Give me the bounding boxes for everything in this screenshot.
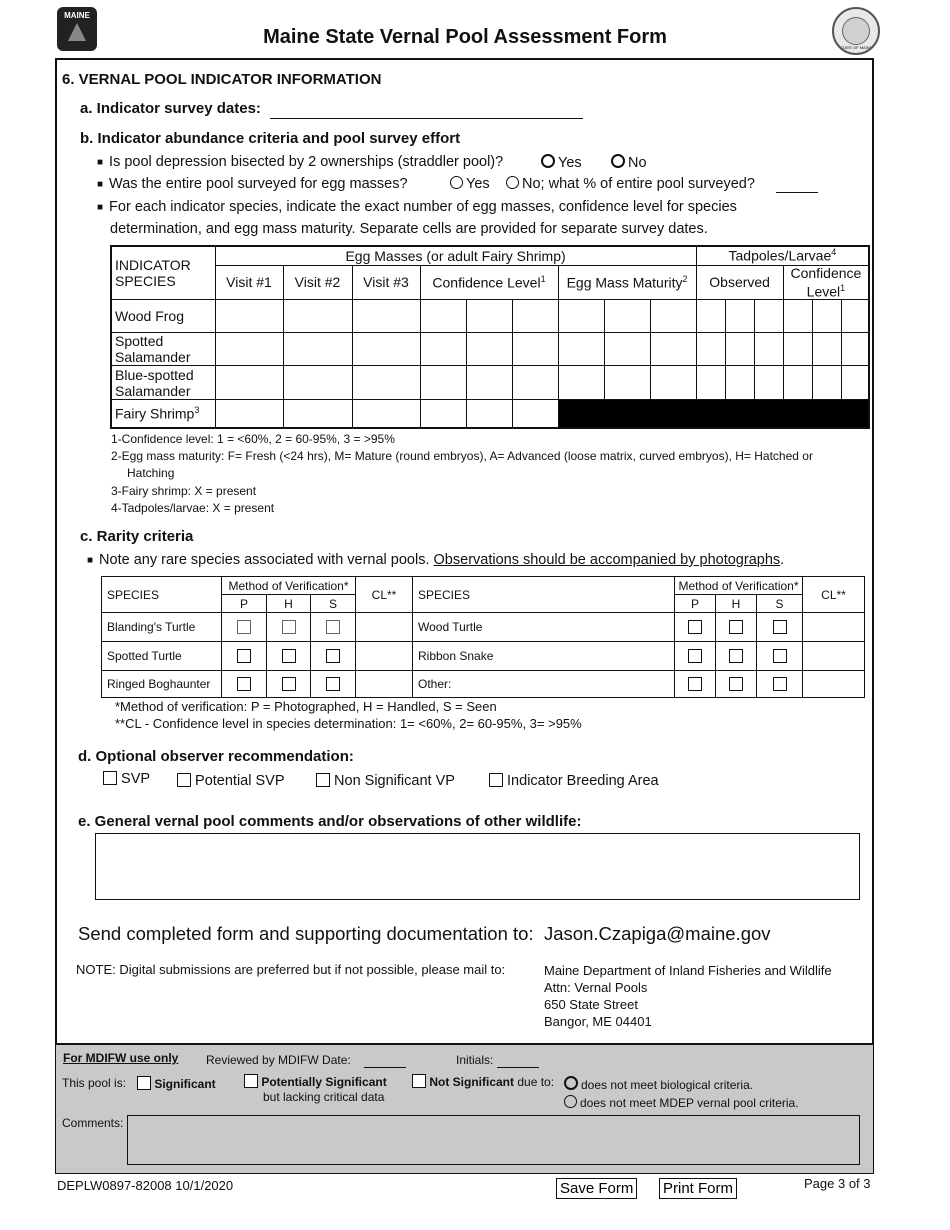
mdifw-comments-label: Comments: [62, 1116, 124, 1130]
tadpole-confidence-text: Confidence Level [790, 264, 862, 300]
cell[interactable] [604, 366, 650, 400]
option-potential-svp-label: Potential SVP [195, 773, 285, 789]
cell[interactable] [725, 366, 754, 400]
table-row [111, 366, 869, 400]
section-6-heading: 6. VERNAL POOL INDICATOR INFORMATION [62, 71, 382, 88]
table-row [102, 613, 865, 642]
tadpoles-header [696, 246, 869, 265]
cell[interactable] [841, 333, 869, 366]
species-blandings-turtle: Blanding's Turtle [102, 613, 222, 642]
cell[interactable] [215, 300, 283, 333]
cell[interactable] [696, 333, 725, 366]
page-number: Page 3 of 3 [804, 1176, 871, 1191]
checkbox[interactable] [688, 649, 702, 663]
checkbox[interactable] [773, 677, 787, 691]
rarity-heading: c. Rarity criteria [80, 528, 194, 545]
reason-biological-option[interactable] [564, 1076, 753, 1092]
cell[interactable] [512, 333, 558, 366]
cell[interactable] [283, 400, 352, 428]
cell[interactable] [841, 300, 869, 333]
species-ribbon-snake: Ribbon Snake [413, 642, 675, 671]
checkbox-cell [222, 613, 267, 642]
cell[interactable] [558, 366, 604, 400]
table-row [111, 300, 869, 333]
cell[interactable] [283, 300, 352, 333]
due-to-label: due to: [514, 1075, 555, 1089]
cell[interactable] [352, 366, 420, 400]
send-email: Jason.Czapiga@maine.gov [544, 923, 771, 944]
dep-seal-text: STATE OF MAINE [839, 45, 873, 50]
checkbox[interactable] [326, 620, 340, 634]
checkbox[interactable] [729, 620, 743, 634]
cell[interactable] [352, 333, 420, 366]
species-fairy-shrimp [111, 400, 215, 428]
not-significant-option[interactable] [412, 1074, 554, 1089]
radio-icon[interactable] [541, 154, 555, 168]
cell[interactable] [725, 333, 754, 366]
egg-mass-maturity-header [558, 265, 696, 300]
potentially-significant-label: Potentially Significant [261, 1075, 387, 1089]
rarity-table [101, 576, 865, 698]
checkbox[interactable] [282, 677, 296, 691]
indicator-species-table [110, 245, 870, 429]
cell[interactable] [215, 366, 283, 400]
cell[interactable] [466, 333, 512, 366]
straddler-question [97, 154, 503, 170]
cell[interactable] [812, 366, 841, 400]
checkbox-cell [757, 613, 803, 642]
straddler-no-option[interactable] [611, 154, 647, 171]
cell[interactable] [783, 333, 812, 366]
cell[interactable] [650, 300, 696, 333]
reason-mdep-option[interactable] [564, 1095, 799, 1110]
observed-header: Observed [696, 265, 783, 300]
indicator-instructions-line2: determination, and egg mass maturity. Separate cells are provided for separate survey dates. [110, 221, 708, 237]
checkbox-cell [675, 613, 716, 642]
checkbox[interactable] [237, 677, 251, 691]
option-indicator-breeding-area-label: Indicator Breeding Area [507, 773, 659, 789]
checkbox-cell [267, 671, 311, 698]
tadpole-confidence-header [783, 265, 869, 300]
cell[interactable] [420, 366, 466, 400]
egg-mass-maturity-text: Egg Mass Maturity [566, 274, 683, 291]
significant-label: Significant [154, 1077, 216, 1091]
indicator-species-header: INDICATOR SPECIES [111, 246, 215, 300]
cell[interactable] [558, 300, 604, 333]
not-significant-label: Not Significant [429, 1075, 515, 1089]
footnote-2-continued: Hatching [127, 466, 175, 480]
checkbox-cell [675, 642, 716, 671]
rarity-note-end: . [780, 552, 785, 568]
species-wood-frog: Wood Frog [111, 300, 215, 333]
table-row [102, 642, 865, 671]
table-row [111, 333, 869, 366]
checkbox-cell [311, 642, 356, 671]
cell[interactable] [604, 300, 650, 333]
radio-icon[interactable] [506, 176, 519, 189]
radio-icon[interactable] [564, 1076, 578, 1090]
entire-pool-yes-option[interactable] [450, 176, 490, 192]
checkbox[interactable] [316, 773, 330, 787]
mail-note: NOTE: Digital submissions are preferred but if not possible, please mail to: [76, 962, 506, 977]
visit-1-header: Visit #1 [215, 265, 283, 300]
mdifw-heading: For MDIFW use only [63, 1051, 179, 1065]
pool-is-label: This pool is: [62, 1076, 127, 1090]
species-spotted-salamander: Spotted Salamander [111, 333, 215, 366]
potentially-significant-option[interactable] [244, 1074, 387, 1089]
cell[interactable] [512, 300, 558, 333]
egg-masses-header: Egg Masses (or adult Fairy Shrimp) [215, 246, 696, 265]
cl-cell[interactable] [803, 642, 865, 671]
footnote-4: 4-Tadpoles/larvae: X = present [111, 501, 275, 515]
confidence-level-header [420, 265, 558, 300]
cell[interactable] [812, 300, 841, 333]
checkbox[interactable] [326, 677, 340, 691]
visit-2-header: Visit #2 [283, 265, 352, 300]
checkbox-cell [716, 613, 757, 642]
method-header-right: Method of Verification* [675, 577, 803, 595]
checkbox-cell [716, 642, 757, 671]
cell[interactable] [783, 366, 812, 400]
species-wood-turtle: Wood Turtle [413, 613, 675, 642]
cell[interactable] [352, 400, 420, 428]
radio-icon[interactable] [564, 1095, 577, 1108]
checkbox[interactable] [237, 620, 251, 634]
maturity-footnote-mark: 2 [682, 274, 688, 284]
indicator-instructions-line1: For each indicator species, indicate the exact number of egg masses, confidence level for species [109, 199, 737, 215]
cell[interactable] [754, 333, 783, 366]
cell[interactable] [215, 400, 283, 428]
confidence-footnote-mark: 1 [540, 274, 546, 284]
cell[interactable] [696, 366, 725, 400]
checkbox[interactable] [773, 649, 787, 663]
method-header-left: Method of Verification* [222, 577, 356, 595]
cl-footnote: **CL - Confidence level in species determination: 1= <60%, 2= 60-95%, 3= >95% [115, 716, 582, 731]
initials-label: Initials: [456, 1053, 494, 1067]
fairy-shrimp-text: Fairy Shrimp [115, 405, 195, 422]
checkbox[interactable] [729, 649, 743, 663]
s-header-right: S [757, 595, 803, 613]
cell[interactable] [352, 300, 420, 333]
method-footnote: *Method of verification: P = Photographed, H = Handled, S = Seen [115, 699, 497, 714]
save-form-button[interactable]: Save Form [556, 1178, 637, 1199]
entire-pool-question [97, 176, 408, 192]
cell[interactable] [696, 300, 725, 333]
checkbox[interactable] [282, 620, 296, 634]
cell[interactable] [754, 366, 783, 400]
checkbox[interactable] [103, 771, 117, 785]
tadpoles-header-text: Tadpoles/Larvae [728, 248, 832, 265]
footnote-1: 1-Confidence level: 1 = <60%, 2 = 60-95%, 3 = >95% [111, 432, 395, 446]
checkbox[interactable] [282, 649, 296, 663]
radio-icon[interactable] [450, 176, 463, 189]
checkbox-cell [222, 642, 267, 671]
confidence-level-text: Confidence Level [432, 274, 541, 291]
address-line: 650 State Street [544, 997, 638, 1012]
address-line: Maine Department of Inland Fisheries and Wildlife [544, 963, 832, 978]
species-header-left: SPECIES [102, 577, 222, 613]
initials-input[interactable] [497, 1055, 539, 1068]
option-non-significant-vp[interactable] [316, 773, 455, 789]
comments-heading: e. General vernal pool comments and/or observations of other wildlife: [78, 813, 582, 830]
p-header-left: P [222, 595, 267, 613]
cl-cell[interactable] [356, 642, 413, 671]
tadpoles-footnote-mark: 4 [831, 247, 837, 258]
checkbox[interactable] [688, 677, 702, 691]
fairy-footnote-mark: 3 [194, 405, 200, 416]
cell[interactable] [512, 400, 558, 428]
straddler-question-text: Is pool depression bisected by 2 ownerships (straddler pool)? [109, 154, 504, 170]
cell[interactable] [604, 333, 650, 366]
s-header-left: S [311, 595, 356, 613]
mailing-address [544, 962, 832, 1030]
h-header-left: H [267, 595, 311, 613]
checkbox-cell [716, 671, 757, 698]
cell[interactable] [466, 400, 512, 428]
cell[interactable] [754, 300, 783, 333]
recommendation-heading: d. Optional observer recommendation: [78, 748, 354, 765]
checkbox[interactable] [688, 620, 702, 634]
dep-seal-logo [832, 7, 880, 55]
straddler-yes-option[interactable] [541, 154, 582, 171]
species-spotted-turtle: Spotted Turtle [102, 642, 222, 671]
checkbox-cell [267, 613, 311, 642]
cell[interactable] [420, 300, 466, 333]
checkbox-cell [267, 642, 311, 671]
cell[interactable] [783, 300, 812, 333]
reviewed-label: Reviewed by MDIFW Date: [206, 1053, 351, 1067]
footnote-2: 2-Egg mass maturity: F= Fresh (<24 hrs), M= Mature (round embryos), A= Advanced (loose matrix, curved embryos), H= Hatched or [111, 449, 813, 463]
address-line: Attn: Vernal Pools [544, 980, 648, 995]
rarity-note-text: Note any rare species associated with vernal pools. [99, 552, 434, 568]
species-ringed-boghaunter: Ringed Boghaunter [102, 671, 222, 698]
checkbox[interactable] [137, 1076, 151, 1090]
blacked-out-cells [558, 400, 869, 428]
send-label: Send completed form and supporting documentation to: [78, 923, 534, 944]
cl-cell[interactable] [803, 671, 865, 698]
checkbox-cell [311, 613, 356, 642]
cell[interactable] [650, 333, 696, 366]
radio-icon[interactable] [611, 154, 625, 168]
form-id: DEPLW0897-82008 10/1/2020 [57, 1178, 234, 1193]
cell[interactable] [812, 333, 841, 366]
cl-cell[interactable] [803, 613, 865, 642]
option-non-significant-vp-label: Non Significant VP [334, 773, 455, 789]
cell[interactable] [466, 366, 512, 400]
entire-pool-no-label: No; what % of entire pool surveyed? [522, 176, 755, 192]
straddler-no-label: No [628, 155, 647, 171]
cl-header-left: CL** [356, 577, 413, 613]
survey-dates-input[interactable] [270, 103, 583, 119]
mdifw-comments-input[interactable] [127, 1115, 860, 1165]
cell[interactable] [650, 366, 696, 400]
cell[interactable] [512, 366, 558, 400]
comments-textarea[interactable] [95, 833, 860, 900]
checkbox[interactable] [729, 677, 743, 691]
checkbox-cell [311, 671, 356, 698]
species-other: Other: [413, 671, 675, 698]
checkbox[interactable] [237, 649, 251, 663]
reason-biological-label: does not meet biological criteria. [581, 1078, 754, 1092]
checkbox-cell [675, 671, 716, 698]
entire-pool-yes-label: Yes [466, 176, 490, 192]
cell[interactable] [283, 333, 352, 366]
option-indicator-breeding-area[interactable] [489, 773, 659, 789]
cell[interactable] [283, 366, 352, 400]
rarity-note-underlined: Observations should be accompanied by photographs [433, 552, 781, 568]
cl-header-right: CL** [803, 577, 865, 613]
cell[interactable] [215, 333, 283, 366]
cl-cell[interactable] [356, 671, 413, 698]
option-svp-label: SVP [121, 771, 151, 787]
option-potential-svp[interactable] [177, 773, 285, 789]
h-header-right: H [716, 595, 757, 613]
reason-mdep-label: does not meet MDEP vernal pool criteria. [580, 1096, 799, 1110]
footnote-3: 3-Fairy shrimp: X = present [111, 484, 257, 498]
checkbox[interactable] [177, 773, 191, 787]
cl-cell[interactable] [356, 613, 413, 642]
checkbox[interactable] [773, 620, 787, 634]
species-header-right: SPECIES [413, 577, 675, 613]
cell[interactable] [420, 333, 466, 366]
cell[interactable] [841, 366, 869, 400]
option-svp[interactable] [103, 771, 150, 787]
checkbox-cell [757, 642, 803, 671]
entire-pool-question-text: Was the entire pool surveyed for egg masses? [109, 176, 408, 192]
tadpole-confidence-footnote-mark: 1 [840, 282, 846, 293]
abundance-criteria-heading: b. Indicator abundance criteria and pool survey effort [80, 130, 461, 147]
checkbox-cell [757, 671, 803, 698]
maine-seal-text: MAINE [64, 11, 90, 20]
significant-option[interactable] [137, 1076, 216, 1091]
cell[interactable] [466, 300, 512, 333]
visit-3-header: Visit #3 [352, 265, 420, 300]
percent-surveyed-input[interactable] [776, 180, 818, 193]
address-line: Bangor, ME 04401 [544, 1014, 652, 1029]
checkbox[interactable] [244, 1074, 258, 1088]
page-title: Maine State Vernal Pool Assessment Form [263, 26, 667, 48]
review-date-input[interactable] [364, 1055, 406, 1068]
entire-pool-no-option[interactable] [506, 176, 755, 192]
checkbox[interactable] [326, 649, 340, 663]
cell[interactable] [420, 400, 466, 428]
species-blue-spotted-salamander: Blue-spotted Salamander [111, 366, 215, 400]
indicator-instructions [97, 199, 737, 215]
potentially-significant-sublabel: but lacking critical data [263, 1090, 385, 1104]
table-row [111, 400, 869, 428]
straddler-yes-label: Yes [558, 155, 582, 171]
cell[interactable] [725, 300, 754, 333]
cell[interactable] [558, 333, 604, 366]
checkbox[interactable] [489, 773, 503, 787]
print-form-button[interactable]: Print Form [659, 1178, 737, 1199]
rarity-note [87, 552, 784, 568]
checkbox-cell [222, 671, 267, 698]
p-header-right: P [675, 595, 716, 613]
survey-dates-label: a. Indicator survey dates: [80, 100, 261, 117]
table-row [102, 671, 865, 698]
checkbox[interactable] [412, 1074, 426, 1088]
